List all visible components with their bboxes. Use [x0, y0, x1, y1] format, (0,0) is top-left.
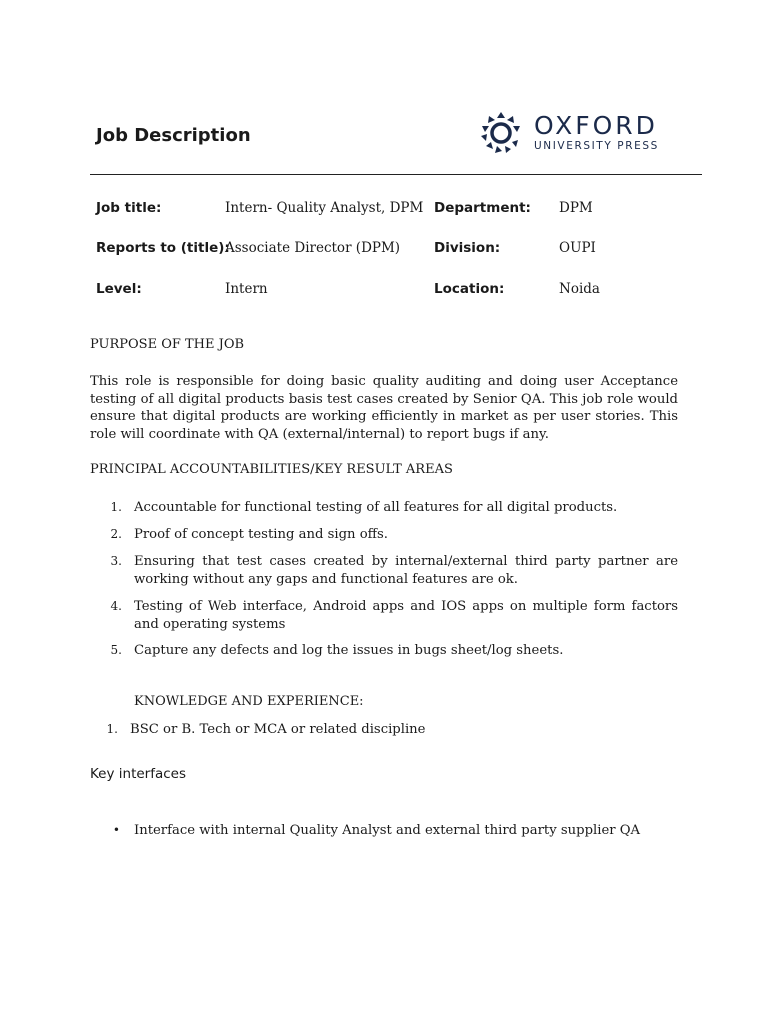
- department-value: DPM: [559, 200, 593, 216]
- list-text: Capture any defects and log the issues in bugs sheet/log sheets.: [134, 643, 564, 658]
- list-text: Interface with internal Quality Analyst and external third party supplier QA: [134, 823, 641, 838]
- location-label: Location:: [434, 281, 505, 297]
- location-value: Noida: [559, 281, 600, 297]
- oxford-emblem-icon: [478, 109, 524, 157]
- list-number: 2.: [110, 527, 122, 541]
- job-title-value: Intern- Quality Analyst, DPM: [225, 200, 424, 216]
- level-label: Level:: [96, 281, 142, 297]
- list-number: 3.: [110, 554, 122, 568]
- list-text: Ensuring that test cases created by internal/external third party partner are working without any gaps and functional features are ok.: [134, 554, 678, 587]
- department-label: Department:: [434, 200, 531, 216]
- list-text: Accountable for functional testing of all features for all digital products.: [134, 500, 618, 515]
- list-number: 5.: [110, 643, 122, 657]
- meta-row-reports-to: [0, 240, 768, 264]
- accountabilities-heading: PRINCIPAL ACCOUNTABILITIES/KEY RESULT AREAS: [90, 462, 453, 477]
- division-label: Division:: [434, 240, 501, 256]
- interfaces-heading: Key interfaces: [90, 766, 187, 782]
- purpose-heading: PURPOSE OF THE JOB: [90, 337, 245, 352]
- page-title: Job Description: [96, 125, 251, 146]
- oxford-logo: [478, 102, 700, 164]
- list-text: Testing of Web interface, Android apps and IOS apps on multiple form factors and operating systems: [134, 599, 678, 632]
- reports-to-label: Reports to (title):: [96, 240, 230, 256]
- purpose-text: This role is responsible for doing basic quality auditing and doing user Acceptance testing of all digital products basis test cases created by Senior QA. This job role would ensure that digital products are working efficiently in market as per user stories. This role will coordinate with QA (external/internal) to report bugs if any.: [90, 374, 678, 442]
- list-text: Proof of concept testing and sign offs.: [134, 527, 388, 542]
- level-value: Intern: [225, 281, 268, 297]
- logo-subtitle: UNIVERSITY PRESS: [534, 140, 659, 152]
- reports-to-value: Associate Director (DPM): [225, 240, 401, 256]
- logo-wordmark: OXFORD: [534, 111, 658, 140]
- list-number: 4.: [110, 599, 122, 613]
- list-text: BSC or B. Tech or MCA or related discipline: [130, 722, 426, 737]
- list-number: 1.: [110, 500, 122, 514]
- job-title-label: Job title:: [96, 200, 162, 216]
- list-number: 1.: [106, 722, 118, 736]
- division-value: OUPI: [559, 240, 596, 256]
- knowledge-heading: KNOWLEDGE AND EXPERIENCE:: [134, 694, 364, 709]
- meta-row-level: [0, 281, 768, 305]
- bullet-icon: •: [112, 823, 120, 837]
- header-divider: [90, 174, 702, 175]
- meta-row-job-title: [0, 200, 768, 224]
